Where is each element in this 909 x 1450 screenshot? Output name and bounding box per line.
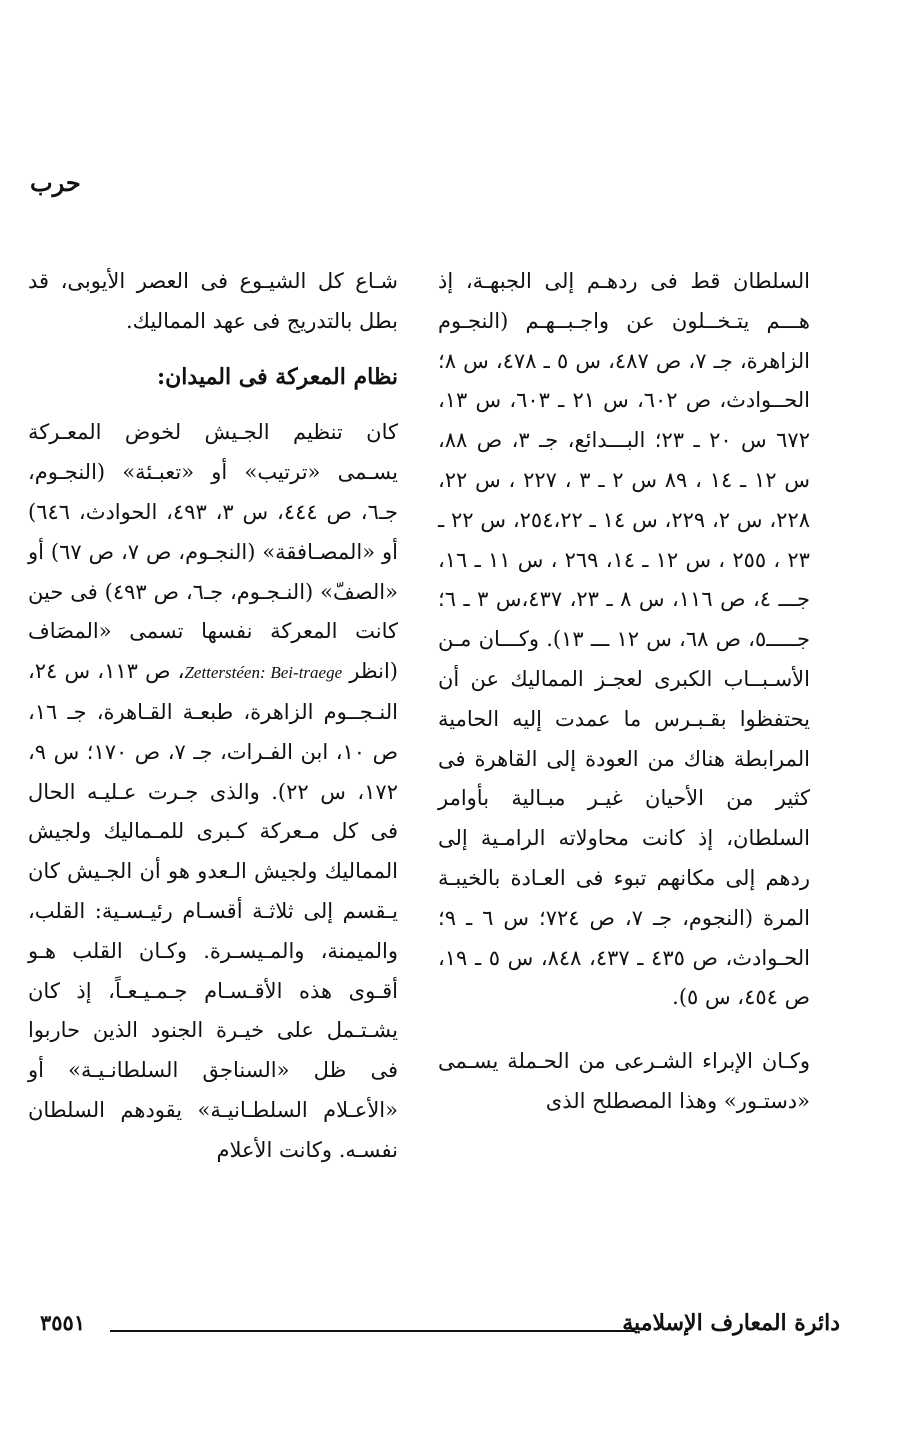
right-column [438, 262, 810, 1122]
paragraph-2-text-b: ، ص ١١٣، س ٢٤، النـجــوم الزاهرة، طبعـة القـاهرة، جـ ١٦، ص ١٠، ابن الفـرات، جـ ٧، ص ١٧٠؛ س ٩، ١٧٢، س ٢٢). والذى جـرت عـليـه الحال فى كل مـعركة كـبرى للمـماليك ولجيش المماليك ولجيش الـعدو هو أن الجـيش كان يـقسم إلى ثلاثـة أقسـام رئيـسـية: القلب، والميمنة، والمـيسـرة. وكـان القلب هـو أقـوى هذه الأقـسـام جـمـيـعـاً، إذ كان يشـتـمل على خيـرة الجنود الذين حاربوا فى ظل «السناجق السلطانـيـة» أو «الأعـلام السلطـانيـة» يقودهم السلطان نفسـه. وكانت الأعلام [28, 659, 398, 1162]
citation-latin: Zetterstéen: Bei-traege [184, 663, 343, 683]
right-column-paragraph-2: وكـان الإبراء الشـرعى من الحـملة يسـمى «دستـور» وهذا المصطلح الذى [438, 1049, 810, 1113]
footer-rule [110, 1330, 635, 1332]
page-number: ٣٥٥١ [40, 1310, 86, 1335]
left-column [28, 262, 398, 1171]
left-column-paragraph-1: شـاع كل الشيـوع فى العصر الأيوبى، قد بطل بالتدريج فى عهد المماليك. [28, 269, 398, 333]
section-heading: نظام المعركة فى الميدان: [157, 363, 398, 390]
right-column-paragraph-1: السلطان قط فى ردهـم إلى الجبهـة، إذ هـــم يتـخــلون عن واجـبــهـم (النجـوم الزاهرة، جـ ٧، ص ٤٨٧، س ٥ ـ ٤٧٨، س ٨؛ الحــوادث، ص ٦٠٢، س ٢١ ـ ٦٠٣، س ١٣، ٦٧٢ س ٢٠ ـ ٢٣؛ البـــدائع، جـ ٣، ص ٨٨، س ١٢ ـ ١٤ ، ٨٩ س ٢ ـ ٣ ، ٢٢٧ ، س ٢٢، ٢٢٨، س ٢، ٢٢٩، س ١٤ ـ ٢٥٤،٢٢، س ٢٢ ـ ٢٣ ، ٢٥٥ ، س ١٢ ـ ١٤، ٢٦٩ ، س ١١ ـ ١٦، جـــ ٤، ص ١١٦، س ٨ ـ ٢٣، ٤٣٧،س ٣ ـ ٦؛ جـــــ٥، ص ٦٨، س ١٢ ـــ ١٣). وكـــان مـن الأسـبــاب الكبرى لعجـز المماليك عن أن يحتفظوا بقـبـرس ما عمدت إليه الحامية المرابطة هناك من العودة إلى القاهرة فى كثير من الأحيان غيـر مبـالية بأوامر السلطان، إذ كانت محاولاته الرامـية إلى ردهم إلى مكانهم تبوء فى العـادة بالخيبـة المرة (النجوم، جـ ٧، ص ٧٢٤؛ س ٦ ـ ٩؛ الحـوادث، ص ٤٣٥ ـ ٤٣٧، ٨٤٨، س ٥ ـ ١٩، ص ٤٥٤، س ٥). [438, 269, 811, 1010]
paragraph-2-text-a: كان تنظيم الجـيش لخوض المعـركة يسـمى «ترتيب» أو «تعبـئة» (النجـوم، جـ٦، ص ٤٤٤، س ٣، ٤٩٣، الحوادث، ٦٤٦) أو «المصـافقة» (النجـوم، ص ٧، ص ٦٧) أو «الصفّ» (النـجـوم، جـ٦، ص ٤٩٣) فى حين كانت المعركة نفسها تسمى «المصَاف (انظر [28, 420, 398, 684]
footer-publication-title: دائرة المعارف الإسلامية [622, 1310, 840, 1336]
left-column-paragraph-2 [28, 413, 398, 1170]
running-header: حرب [30, 168, 81, 197]
page-footer [40, 1310, 840, 1350]
